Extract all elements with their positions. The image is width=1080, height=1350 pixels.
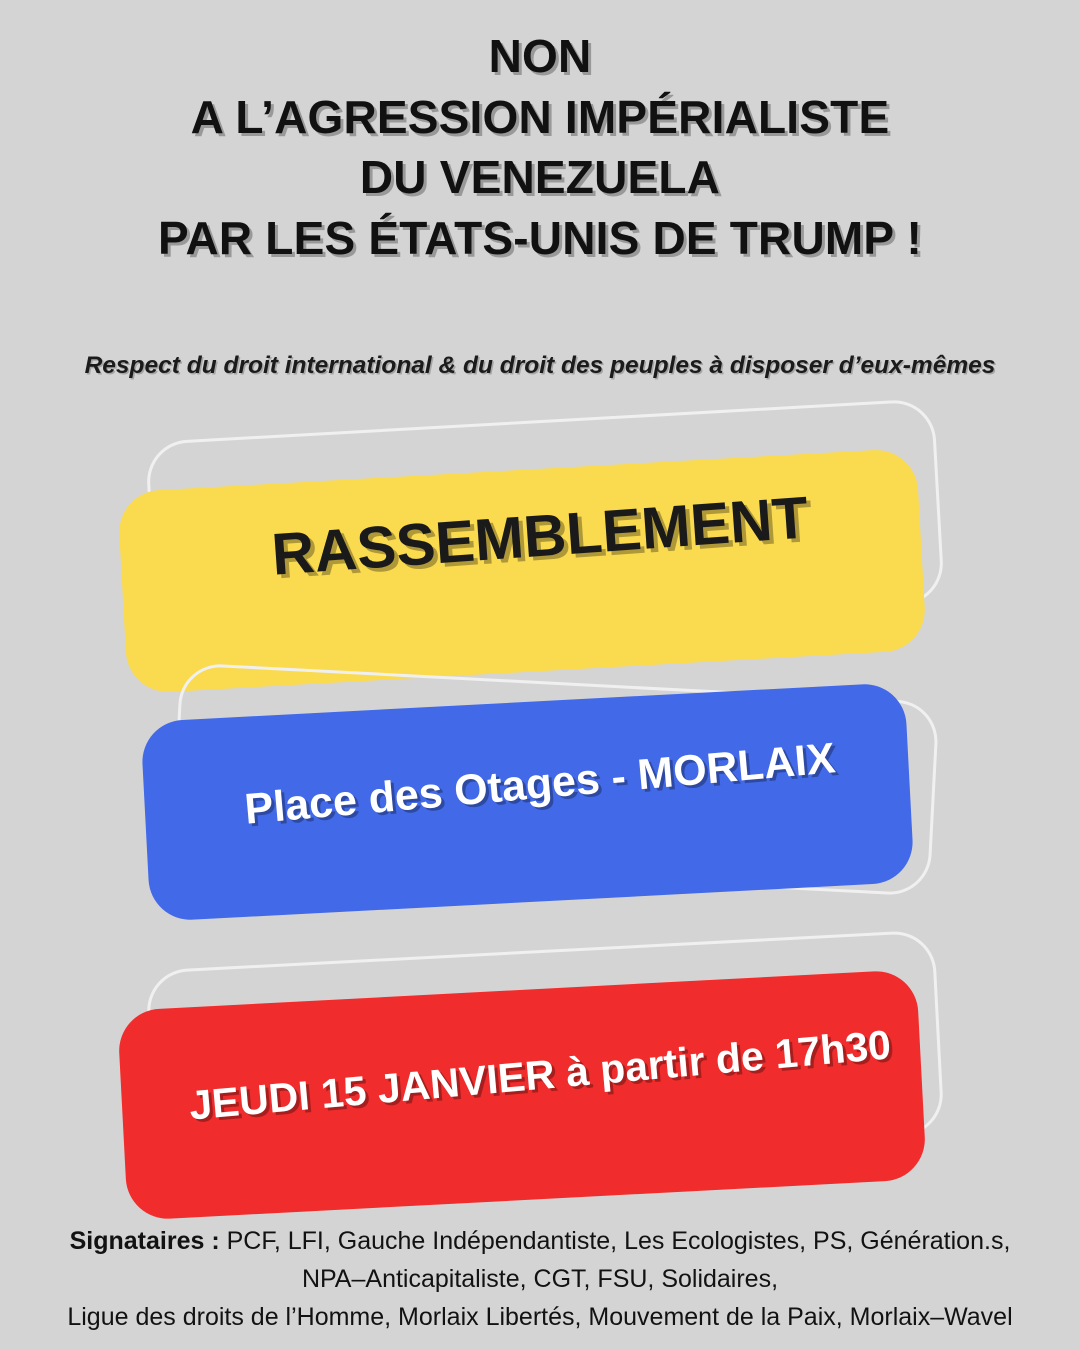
headline-line-3: DU VENEZUELA xyxy=(359,151,721,204)
headline-line-2: A L’AGRESSION IMPÉRIALISTE xyxy=(190,90,890,143)
banner-rassemblement xyxy=(0,412,1080,682)
banner-location xyxy=(0,672,1080,942)
subtitle: Respect du droit international & du droit des peuples à disposer d’eux-mêmes xyxy=(84,352,996,379)
banner-datetime xyxy=(0,942,1080,1212)
banner-label-red: JEUDI 15 JANVIER à partir de 17h30 xyxy=(187,1021,893,1129)
signatories-line-1 xyxy=(0,1222,1080,1260)
signatories-line-3: Ligue des droits de l’Homme, Morlaix Libertés, Mouvement de la Paix, Morlaix–Wavel xyxy=(67,1303,1013,1331)
signatories-text-1: PCF, LFI, Gauche Indépendantiste, Les Ecologistes, PS, Génération.s, xyxy=(226,1227,1011,1255)
signatories-line-2: NPA–Anticapitaliste, CGT, FSU, Solidaires, xyxy=(301,1265,779,1293)
page-title xyxy=(0,26,1080,269)
signatories-block xyxy=(0,1222,1080,1336)
headline-line-1: NON xyxy=(488,30,592,82)
headline-line-4: PAR LES ÉTATS-UNIS DE TRUMP ! xyxy=(158,212,922,265)
banner-label-blue: Place des Otages - MORLAIX xyxy=(242,734,838,834)
banner-label-yellow: RASSEMBLEMENT xyxy=(269,484,811,588)
signatories-label: Signataires : xyxy=(69,1227,227,1255)
